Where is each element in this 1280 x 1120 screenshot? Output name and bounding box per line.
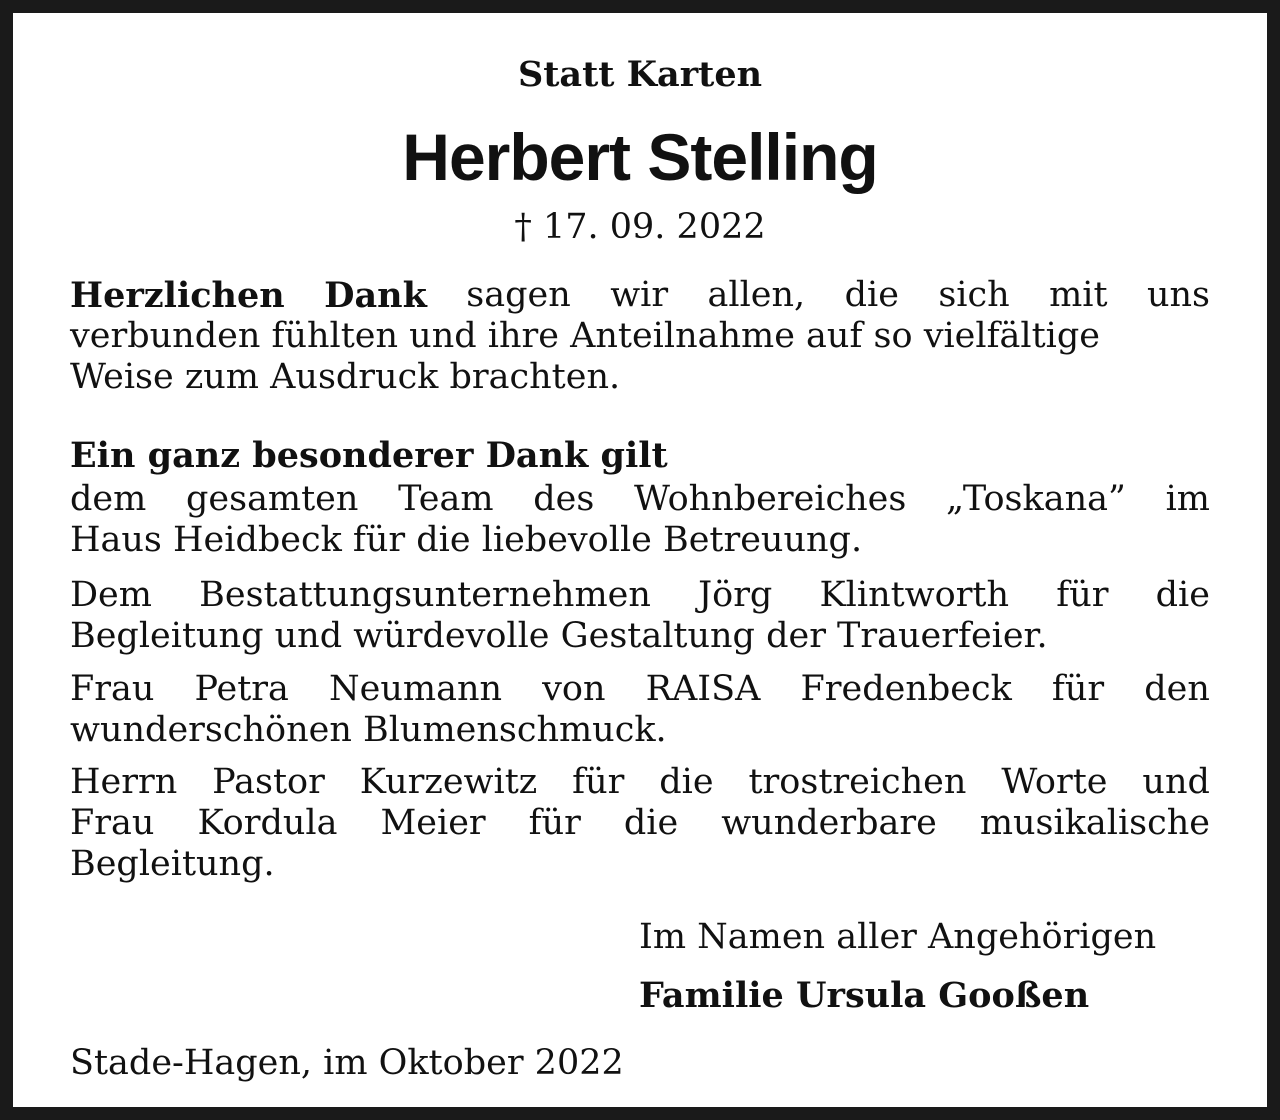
team-word: des bbox=[533, 479, 595, 519]
flowers-word: für bbox=[1051, 669, 1105, 709]
pastor-line-2 bbox=[70, 803, 1210, 844]
pastor-word: und bbox=[1142, 762, 1210, 802]
funeral-word: Dem bbox=[70, 575, 152, 615]
funeral-line-1 bbox=[70, 575, 1210, 616]
thanks-heading: Ein ganz besonderer Dank gilt bbox=[70, 435, 668, 476]
team-word: Team bbox=[398, 479, 494, 519]
flowers-word: Neumann bbox=[329, 669, 503, 709]
pastor-word: Kordula bbox=[197, 803, 338, 843]
death-date: † 17. 09. 2022 bbox=[514, 207, 766, 247]
flowers-word: RAISA bbox=[645, 669, 761, 709]
flowers-line-2: wunderschönen Blumenschmuck. bbox=[70, 710, 667, 750]
funeral-word: Klintworth bbox=[819, 575, 1010, 615]
pre-title: Statt Karten bbox=[517, 54, 763, 95]
funeral-word: Bestattungsunternehmen bbox=[199, 575, 651, 615]
signature-family: Familie Ursula Gooßen bbox=[639, 975, 1090, 1016]
intro-word: mit bbox=[1049, 275, 1108, 315]
pastor-word: für bbox=[528, 803, 581, 843]
team-word: gesamten bbox=[185, 479, 359, 519]
pastor-word: die bbox=[623, 803, 679, 843]
pastor-line-1 bbox=[70, 762, 1210, 803]
place-date: Stade-Hagen, im Oktober 2022 bbox=[70, 1043, 624, 1083]
pastor-word: Worte bbox=[1001, 762, 1108, 802]
pastor-word: Pastor bbox=[212, 762, 325, 802]
thanks-pastor bbox=[70, 762, 1210, 885]
team-word: Wohnbereiches bbox=[633, 479, 907, 519]
pastor-line-3: Begleitung. bbox=[70, 844, 275, 884]
intro-word: uns bbox=[1146, 275, 1210, 315]
team-word: dem bbox=[70, 479, 147, 519]
intro-line-1 bbox=[70, 275, 1210, 316]
flowers-word: den bbox=[1144, 669, 1210, 709]
flowers-word: von bbox=[542, 669, 606, 709]
signature-intro: Im Namen aller Angehörigen bbox=[639, 917, 1157, 957]
team-line-2: Haus Heidbeck für die liebevolle Betreuung. bbox=[70, 520, 863, 560]
intro-word: die bbox=[844, 275, 899, 315]
intro-line-2: verbunden fühlten und ihre Anteilnahme auf so vielfältige bbox=[70, 316, 1100, 356]
flowers-word: Frau bbox=[70, 669, 155, 709]
pastor-word: die bbox=[659, 762, 714, 802]
pastor-word: Kurzewitz bbox=[359, 762, 538, 802]
pastor-word: Herrn bbox=[70, 762, 178, 802]
thanks-funeral-home bbox=[70, 575, 1210, 657]
intro-word: wir bbox=[610, 275, 669, 315]
pastor-word: Frau bbox=[70, 803, 155, 843]
funeral-word: für bbox=[1056, 575, 1109, 615]
team-word: im bbox=[1165, 479, 1210, 519]
thanks-flowers bbox=[70, 669, 1210, 751]
intro-word: allen, bbox=[707, 275, 806, 315]
team-word: „Toskana” bbox=[945, 479, 1126, 519]
flowers-line-1 bbox=[70, 669, 1210, 710]
intro-paragraph bbox=[70, 275, 1210, 398]
team-line-1 bbox=[70, 479, 1210, 520]
thanks-team bbox=[70, 479, 1210, 561]
funeral-word: Jörg bbox=[698, 575, 773, 615]
pastor-word: musikalische bbox=[979, 803, 1210, 843]
intro-bold-word: Herzlichen bbox=[70, 275, 285, 316]
pastor-word: für bbox=[572, 762, 625, 802]
funeral-word: die bbox=[1155, 575, 1210, 615]
intro-bold-word: Dank bbox=[324, 275, 427, 316]
intro-word: sich bbox=[938, 275, 1010, 315]
pastor-word: Meier bbox=[380, 803, 486, 843]
intro-line-3: Weise zum Ausdruck brachten. bbox=[70, 357, 621, 397]
pastor-word: wunderbare bbox=[721, 803, 937, 843]
deceased-name: Herbert Stelling bbox=[402, 120, 878, 194]
intro-word: sagen bbox=[466, 275, 571, 315]
pastor-word: trostreichen bbox=[748, 762, 967, 802]
flowers-word: Petra bbox=[194, 669, 289, 709]
flowers-word: Fredenbeck bbox=[800, 669, 1012, 709]
funeral-line-2: Begleitung und würdevolle Gestaltung der Trauerfeier. bbox=[70, 616, 1048, 656]
